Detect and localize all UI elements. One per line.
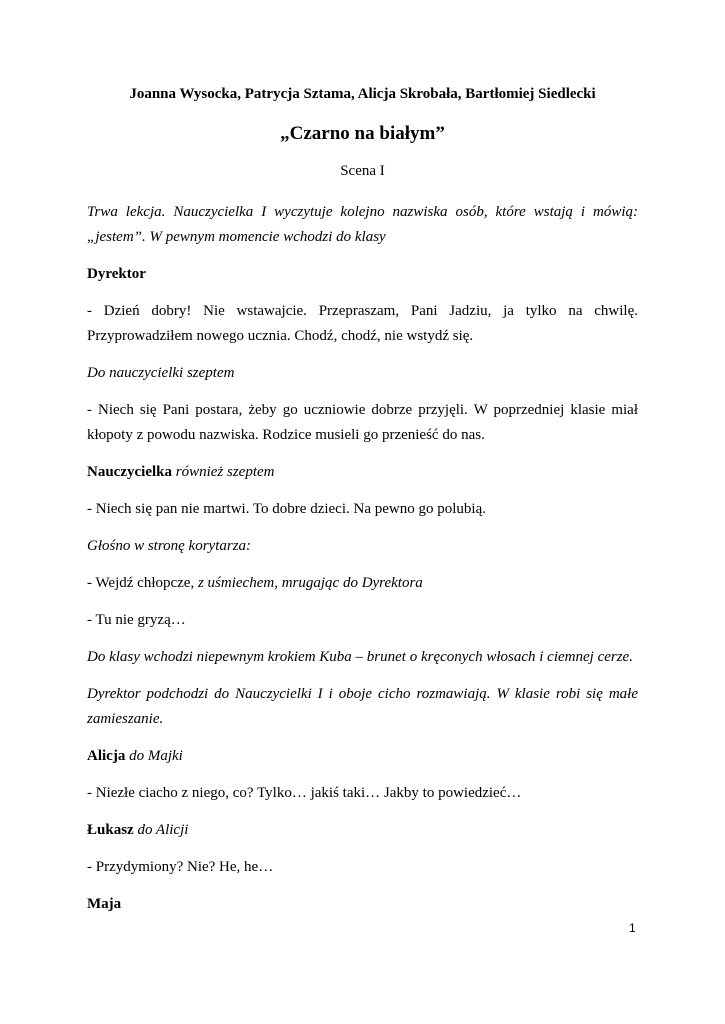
speaker-name: Dyrektor xyxy=(87,266,146,282)
authors-line: Joanna Wysocka, Patrycja Sztama, Alicja Skrobała, Bartłomiej Siedlecki xyxy=(129,86,596,102)
stage-direction: również szeptem xyxy=(175,464,275,480)
document-body xyxy=(87,200,638,929)
dialogue-line: - Niezłe ciacho z niego, co? Tylko… jakiś taki… Jakby to powiedzieć… xyxy=(87,785,522,801)
dialogue-line xyxy=(87,571,638,596)
page-number: 1 xyxy=(629,921,636,935)
stage-direction: Dyrektor podchodzi do Nauczycielki I i oboje cicho rozmawiają. W klasie robi się małe zamieszanie. xyxy=(87,686,638,727)
speaker-line xyxy=(87,460,638,485)
stage-direction: Trwa lekcja. Nauczycielka I wyczytuje kolejno nazwiska osób, które wstają i mówią: „jestem”. W pewnym momencie wchodzi do klasy xyxy=(87,204,638,245)
dialogue-text: - Wejdź chłopcze, xyxy=(87,575,195,591)
stage-direction: Do nauczycielki szeptem xyxy=(87,365,235,381)
speaker-line xyxy=(87,744,638,769)
stage-direction: do Alicji xyxy=(137,822,189,838)
speaker-name: Maja xyxy=(87,896,122,912)
stage-direction: do Majki xyxy=(129,748,183,764)
speaker-name: Alicja xyxy=(87,748,126,764)
stage-direction: Do klasy wchodzi niepewnym krokiem Kuba – brunet o kręconych włosach i ciemnej cerze. xyxy=(87,649,633,665)
dialogue-line: - Przydymiony? Nie? He, he… xyxy=(87,859,274,875)
speaker-name: Nauczycielka xyxy=(87,464,172,480)
stage-direction: z uśmiechem, mrugając do Dyrektora xyxy=(197,575,423,591)
dialogue-line: - Dzień dobry! Nie wstawajcie. Przepraszam, Pani Jadziu, ja tylko na chwilę. Przyprowadziłem nowego ucznia. Chodź, chodź, nie wstydź się. xyxy=(87,303,638,344)
dialogue-line: - Niech się pan nie martwi. To dobre dzieci. Na pewno go polubią. xyxy=(87,501,486,517)
speaker-line xyxy=(87,818,638,843)
stage-direction: Głośno w stronę korytarza: xyxy=(87,538,252,554)
scene-heading: Scena I xyxy=(340,163,385,179)
play-title: „Czarno na białym” xyxy=(280,123,445,144)
dialogue-line: - Niech się Pani postara, żeby go uczniowie dobrze przyjęli. W poprzedniej klasie miał kłopoty z powodu nazwiska. Rodzice musieli go przenieść do nas. xyxy=(87,402,638,443)
speaker-name: Łukasz xyxy=(87,822,134,838)
dialogue-line: - Tu nie gryzą… xyxy=(87,612,186,628)
